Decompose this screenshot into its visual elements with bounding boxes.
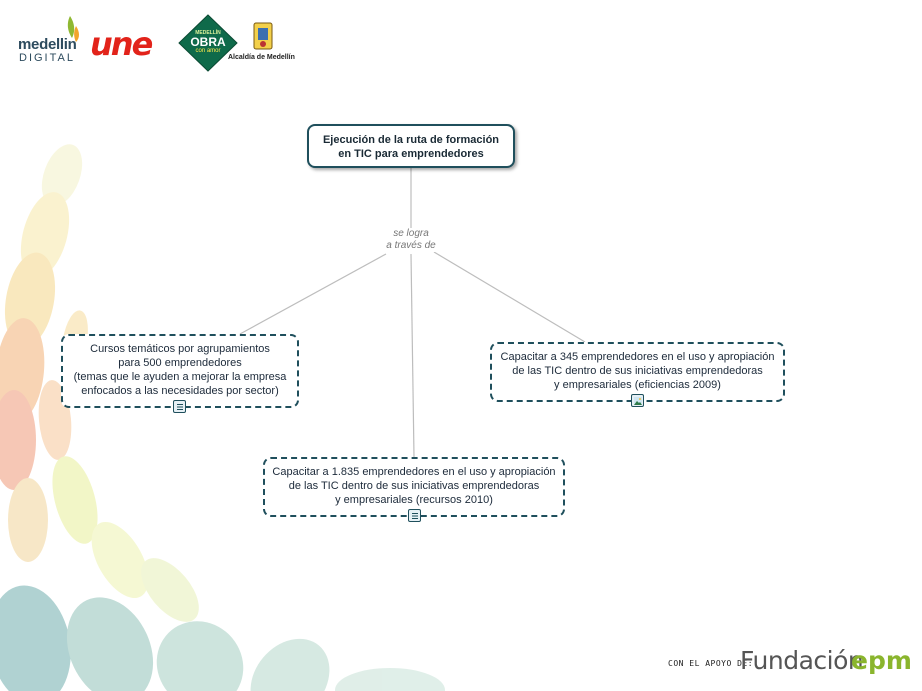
document-icon[interactable] [408, 509, 421, 522]
medellin-wordmark: medellin [18, 36, 77, 53]
concept-node-line: Capacitar a 1.835 emprendedores en el uso y apropiación [272, 466, 556, 478]
concept-node-line: Capacitar a 345 emprendedores en el uso y apropiación [500, 351, 775, 363]
root-concept-line: Ejecución de la ruta de formación [322, 134, 500, 146]
coat-of-arms-icon [252, 22, 274, 52]
concept-node-line: de las TIC dentro de sus iniciativas emprendedoras [512, 365, 763, 377]
concept-node-line: Cursos temáticos por agrupamientos [90, 343, 270, 355]
concept-node-line: y empresariales (recursos 2010) [335, 494, 493, 506]
linking-phrase-line: a través de [386, 240, 436, 251]
obra-main-label: OBRA [190, 35, 226, 49]
alcaldia-wordmark: Alcaldía de Medellín [228, 54, 295, 61]
linking-phrase [360, 228, 462, 252]
concept-node-345-entrepreneurs[interactable] [490, 342, 785, 402]
image-icon[interactable] [631, 394, 644, 407]
une-wordmark: une [90, 25, 152, 63]
image-glyph [633, 396, 643, 406]
document-glyph [410, 511, 420, 521]
concept-node-line: (temas que le ayuden a mejorar la empresa [73, 371, 287, 383]
document-glyph [175, 402, 185, 412]
footer-support-label: CON EL APOYO DE: [668, 659, 754, 668]
concept-node-line: para 500 emprendedores [118, 357, 242, 369]
medellin-digital-logo [18, 14, 82, 76]
une-logo [90, 25, 176, 64]
digital-wordmark: DIGITAL [19, 52, 75, 64]
alcaldia-logo [228, 22, 302, 70]
document-icon[interactable] [173, 400, 186, 413]
root-concept-node[interactable] [307, 124, 515, 168]
concept-node-1835-entrepreneurs[interactable] [263, 457, 565, 517]
fundacion-wordmark: Fundación [740, 646, 864, 675]
linking-phrase-line: se logra [393, 228, 429, 239]
epm-wordmark: epm [851, 646, 912, 675]
concept-node-line: enfocados a las necesidades por sector) [81, 385, 279, 397]
root-concept-line: en TIC para emprendedores [338, 148, 484, 160]
medellin-obra-logo [178, 14, 238, 72]
concept-node-line: de las TIC dentro de sus iniciativas emprendedoras [288, 480, 540, 492]
concept-node-line: y empresariales (eficiencias 2009) [554, 379, 721, 391]
obra-top-label: MEDELLÍN [195, 30, 221, 36]
concept-node-thematic-courses[interactable] [61, 334, 299, 408]
obra-sub-label: con amor [195, 48, 221, 54]
